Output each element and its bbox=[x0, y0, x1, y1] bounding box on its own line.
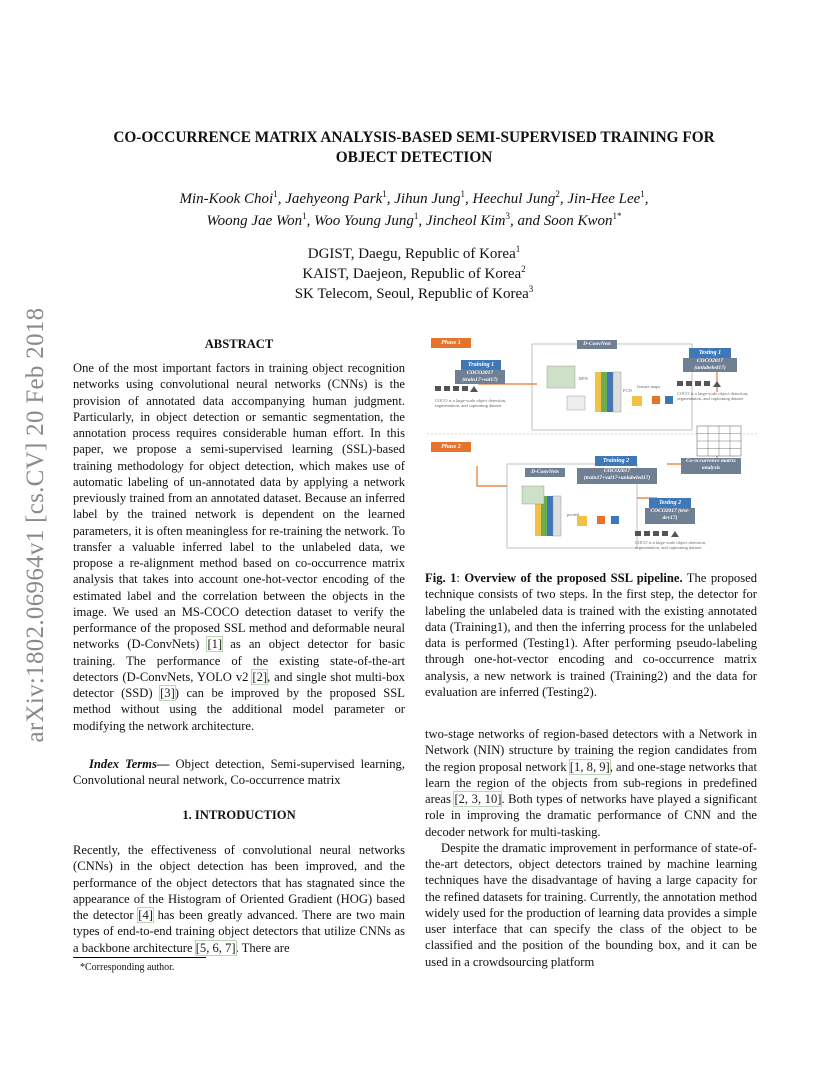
citation-link[interactable]: [4] bbox=[138, 908, 153, 922]
fcn-label: FCN bbox=[623, 388, 632, 393]
caption-label: Fig. 1 bbox=[425, 571, 457, 585]
coco-caption-2: COCO is a large-scale object detection, segmentation, and captioning dataset bbox=[677, 391, 749, 401]
body-text: , and one-stage networks that learn the region of the objects from sub-regions in predefined areas bbox=[425, 759, 758, 806]
author-name: Woong Jae Won bbox=[206, 213, 303, 229]
title-line-1: CO-OCCURRENCE MATRIX ANALYSIS-BASED SEMI-SUPERVISED TRAINING FOR bbox=[113, 129, 715, 146]
caption-title: Overview of the proposed SSL pipeline. bbox=[464, 571, 683, 585]
dconvnets-bottom-label: D-ConvNets bbox=[525, 468, 565, 477]
author-name: Min-Kook Choi bbox=[179, 191, 274, 207]
affiliations bbox=[60, 244, 768, 304]
index-terms-label: Index Terms— bbox=[89, 757, 170, 771]
caption-text: The proposed technique consists of two steps. In the first step, the detector for labeling the unlabeled data is trained with the existing annotated data (Training1), and then the inferring process for the unlabeled data is performed (Testing1). After performing pseudo-labeling through one-hot-vector encoding and co-occurrence matrix analysis, a new network is trained (Training2) and the data for evaluation are inferred (Testing2). bbox=[425, 571, 757, 699]
author-affil-mark: 1 bbox=[273, 189, 278, 199]
author-name: Jin-Hee Lee bbox=[567, 191, 641, 207]
training-1-data: COCO2017 (train17+val17) bbox=[455, 370, 505, 384]
author-name: Jihun Jung bbox=[394, 191, 461, 207]
affiliation-line bbox=[60, 284, 768, 304]
arxiv-stamp bbox=[16, 290, 56, 760]
figure-1-caption: Fig. 1: Overview of the proposed SSL pipeline. The proposed technique consists of two steps. In the first step, the detector for labeling the unlabeled data is trained with the existing annotated data (Training1), and then the inferring process for the unlabeled data is performed (Testing1). After performing pseudo-labeling through one-hot-vector encoding and co-occurrence matrix analysis, a new network is trained (Training2) and the data for evaluation are inferred (Testing2). bbox=[425, 571, 757, 699]
paragraph bbox=[425, 840, 757, 970]
citation-link[interactable]: [1] bbox=[207, 637, 223, 652]
author-affil-mark: 1 bbox=[382, 189, 387, 199]
testing-1-data: COCO2017 (unlabeled17) bbox=[683, 358, 737, 372]
abstract-text: , and single shot multi-box detector (SSD) bbox=[73, 669, 405, 700]
footnote: *Corresponding author. bbox=[80, 962, 175, 973]
feature-stack-top bbox=[547, 366, 673, 412]
index-terms-text: Object detection, Semi-supervised learning, Convolutional neural network, Co-occurrence matrix bbox=[73, 757, 405, 788]
phase-2-label: Phase 2 bbox=[431, 442, 471, 452]
abstract-text: One of the most important factors in training object recognition networks using convolutional neural networks (CNNs) is the provision of annotated data accompanying human judgment. Particularly, in object detection or semantic segmentation, the annotation process requires considerable human effort. In this paper, we propose a semi-supervised learning (SSL)-based training methodology for object detection, which makes use of automatic labeling of un-annotated data by applying a network previously trained from an annotated dataset. Because an inferred label by the trained network is dependent on the learned parameters, it is often meaningless for re-training the network. To transfer a valuable inferred label to the unlabeled data, we propose a re-alignment method based on co-occurrence matrix analysis that takes into account one-hot-vector encoding of the estimated label and the correlation between the objects in the image. We used an MS-COCO detection dataset to verify the performance of the proposed SSL method and deformable neural networks (D-ConvNets) bbox=[73, 361, 405, 652]
citation-link[interactable]: [2, 3, 10] bbox=[454, 792, 502, 806]
right-column-body bbox=[425, 726, 757, 970]
author-name: Soon Kwon bbox=[543, 213, 613, 229]
author-affil-mark: 1 bbox=[413, 211, 419, 221]
testing-2-data: COCO2017 (test-dev17) bbox=[645, 508, 695, 524]
training-1-label: Training 1 bbox=[461, 360, 501, 370]
feature-stack-bottom bbox=[522, 486, 619, 536]
body-text: two-stage networks of region-based detectors with a Network in Network (NIN) structure by training the region candidates from the region proposal network bbox=[425, 727, 757, 774]
author-affil-mark: 2 bbox=[555, 189, 560, 199]
testing-2-label: Testing 2 bbox=[649, 498, 691, 508]
footnote-rule bbox=[73, 957, 206, 958]
affiliation-text: KAIST, Daejeon, Republic of Korea bbox=[302, 266, 522, 282]
author-affil-mark: 1 bbox=[640, 189, 645, 199]
author-name: Jincheol Kim bbox=[425, 213, 506, 229]
citation-link[interactable]: [1, 8, 9] bbox=[569, 759, 610, 774]
rpn-label: RPN bbox=[579, 376, 588, 381]
citation-link[interactable]: [5, 6, 7] bbox=[195, 940, 236, 955]
paper-title bbox=[60, 128, 768, 168]
pooled-label: pooled bbox=[567, 512, 580, 517]
dconvnets-top-label: D-ConvNets bbox=[577, 340, 617, 349]
author-line-1: Min-Kook Choi$^1$, Jaehyeong Park$^1$, Jihun Jung$^1$, Heechul Jung$^2$, Jin-Hee Lee$^1$, bbox=[179, 189, 649, 207]
affiliation-mark: 1 bbox=[515, 244, 521, 254]
author-name: Heechul Jung bbox=[472, 191, 556, 207]
abstract-text: ) can be improved by the proposed SSL method without using the additional model parameter or modifying the network architecture. bbox=[73, 686, 406, 733]
affiliation-mark: 3 bbox=[528, 284, 534, 294]
affiliation-line bbox=[60, 244, 768, 264]
testing-1-label: Testing 1 bbox=[689, 348, 731, 358]
citation-link[interactable]: [3] bbox=[160, 686, 175, 700]
training-2-label: Training 2 bbox=[595, 456, 637, 466]
body-text: . Both types of networks have played a significant role in improving the dramatic performance of CNN and the decoder network for multi-tasking. bbox=[425, 792, 757, 839]
abstract-text: as an object detector for basic training. The performance of the existing state-of-the-art detectors (D-ConvNets, YOLO v2 bbox=[73, 637, 405, 684]
figure-1-diagram bbox=[427, 336, 757, 558]
affiliation-line bbox=[60, 264, 768, 284]
author-list bbox=[60, 188, 768, 232]
author-name: Jaehyeong Park bbox=[285, 191, 383, 207]
cooccurrence-matrix bbox=[697, 426, 741, 456]
intro-text: Recently, the effectiveness of convolutional neural networks (CNNs) in the object detection has been improved, and the performance of the object detectors that has stagnated since the appearance of the Histogram of Oriented Gradient (HOG) based the detector bbox=[73, 843, 405, 922]
training-2-data: COCO2017 (train17+val17+unlabeled17) bbox=[577, 468, 657, 484]
cooccurrence-label: Co-occurrence matrix analysis bbox=[681, 458, 741, 474]
affiliation-text: SK Telecom, Seoul, Republic of Korea bbox=[294, 286, 529, 302]
intro-text: . There are bbox=[235, 940, 290, 955]
abstract-heading: ABSTRACT bbox=[204, 337, 274, 351]
coco-caption-3: COCO is a large-scale object detection, segmentation, and captioning dataset bbox=[635, 540, 707, 550]
body-text: Despite the dramatic improvement in performance of state-of-the-art detectors, object detectors trained by machine learning techniques have the disadvantage of having a large capacity for the refined datasets for training. Currently, the annotation method widely used for the production of learning data provides a simple user interface that can specify the class of the object to be classified and the position of the bounding box, and it can be used in a crowdsourcing platform bbox=[425, 840, 757, 969]
coco-caption-1: COCO is a large-scale object detection, segmentation, and captioning dataset bbox=[435, 398, 507, 408]
title-line-2: OBJECT DETECTION bbox=[335, 149, 493, 166]
author-affil-mark: 1* bbox=[612, 211, 622, 221]
author-affil-mark: 1 bbox=[302, 211, 307, 221]
intro-text: has been greatly advanced. There are two main types of end-to-end training object detectors that utilize CNNs as a backbone architecture bbox=[73, 908, 405, 955]
index-terms bbox=[73, 756, 405, 789]
arxiv-stamp-text: arXiv:1802.06964v1 [cs.CV] 20 Feb 2018 bbox=[22, 307, 49, 743]
phase-1-label: Phase 1 bbox=[431, 338, 471, 348]
author-line-2: Woong Jae Won$^1$, Woo Young Jung$^1$, Jincheol Kim$^3$, and Soon Kwon$^{1*}$ bbox=[206, 211, 622, 229]
author-affil-mark: 3 bbox=[505, 211, 510, 221]
intro-body bbox=[73, 842, 405, 956]
intro-heading: 1. INTRODUCTION bbox=[182, 808, 296, 822]
author-name: Woo Young Jung bbox=[314, 213, 414, 229]
feature-maps-label: feature maps bbox=[637, 384, 661, 389]
affiliation-mark: 2 bbox=[521, 264, 526, 274]
citation-link[interactable]: [2] bbox=[252, 669, 268, 684]
affiliation-text: DGIST, Daegu, Republic of Korea bbox=[307, 246, 516, 262]
abstract-body bbox=[73, 360, 405, 734]
author-affil-mark: 1 bbox=[460, 189, 465, 199]
